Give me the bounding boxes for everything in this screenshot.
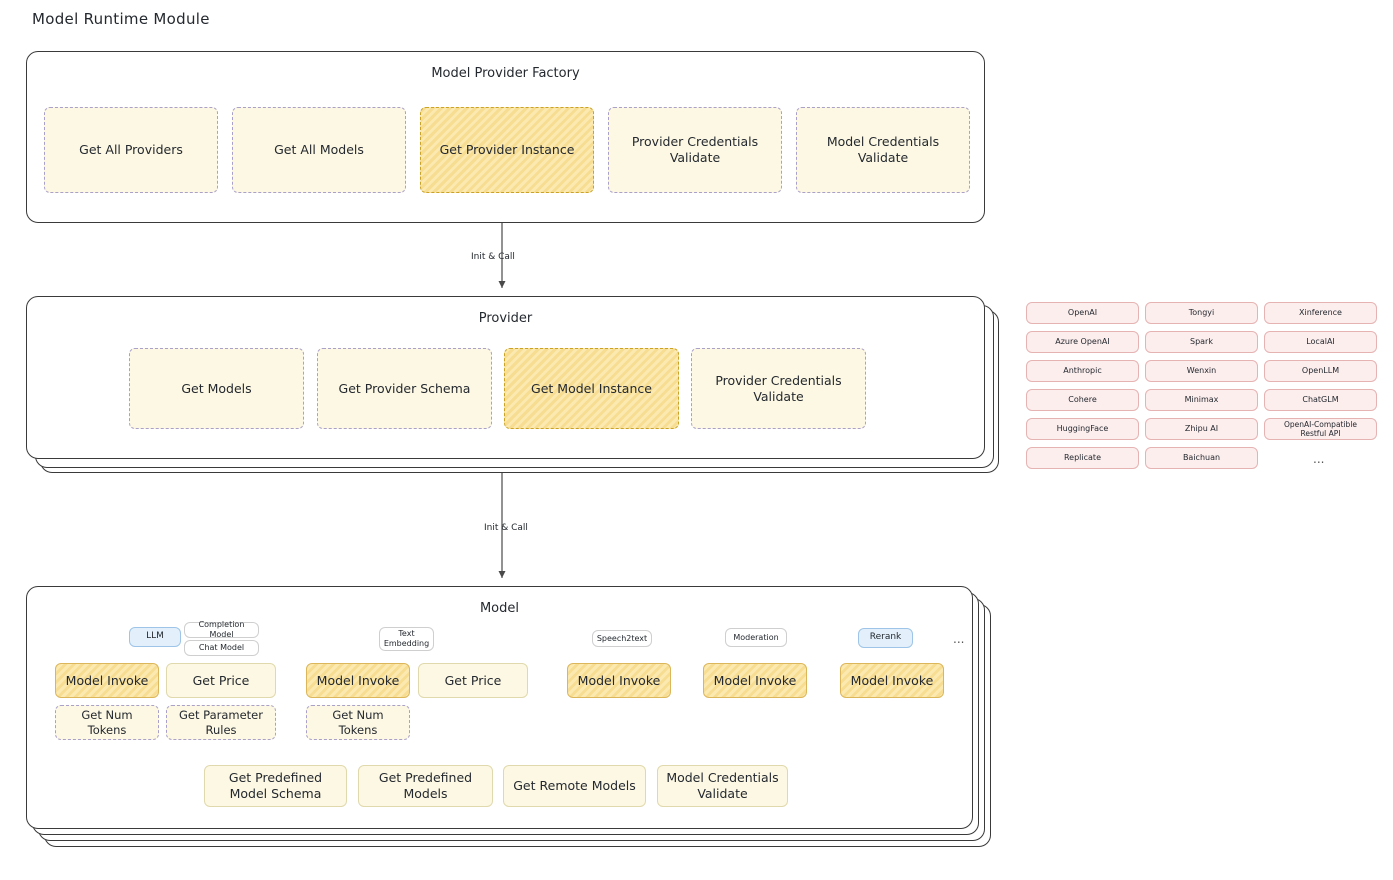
factory-node-provider-credentials-validate[interactable] <box>608 107 782 193</box>
chip-label: Speech2text <box>596 633 648 643</box>
model-type-llm[interactable] <box>129 627 181 647</box>
model-method-embedding-model-invoke[interactable] <box>306 663 410 698</box>
chip-label: Wenxin <box>1186 366 1217 375</box>
provider-node-provider-credentials-validate[interactable] <box>691 348 866 429</box>
node-label: Provider Credentials Validate <box>715 372 842 404</box>
model-method-moderation-model-invoke[interactable] <box>703 663 807 698</box>
model-shared-get-predefined-models[interactable] <box>358 765 493 807</box>
model-type-speech2text[interactable] <box>592 630 652 647</box>
provider-chip-minimax[interactable] <box>1145 389 1258 411</box>
node-label: Get Models <box>181 380 252 396</box>
node-label: Get Num Tokens <box>81 708 133 737</box>
page-title: Model Runtime Module <box>32 10 210 28</box>
model-type-completion-model[interactable] <box>184 622 259 638</box>
edge-label-1: Init & Call <box>471 252 515 262</box>
factory-node-model-credentials-validate[interactable] <box>796 107 970 193</box>
chip-label: Moderation <box>733 632 779 642</box>
provider-node-get-model-instance[interactable] <box>504 348 679 429</box>
provider-chip-huggingface[interactable] <box>1026 418 1139 440</box>
model-type-chat-model[interactable] <box>184 640 259 656</box>
provider-chip-azure-openai[interactable] <box>1026 331 1139 353</box>
provider-chip-openai-compatible[interactable] <box>1264 418 1377 440</box>
node-label: Model Invoke <box>850 672 934 688</box>
node-label: Get Provider Schema <box>338 380 471 396</box>
node-label: Get All Providers <box>79 142 183 158</box>
node-label: Get Remote Models <box>513 778 636 794</box>
chip-label: Baichuan <box>1182 453 1221 462</box>
model-types-more-ellipsis: ... <box>953 632 965 646</box>
edge-label-2: Init & Call <box>484 523 528 533</box>
node-label: Model Invoke <box>577 672 661 688</box>
node-label: Get Predefined Models <box>378 770 473 801</box>
model-method-llm-get-num-tokens[interactable] <box>55 705 159 740</box>
chip-label: Minimax <box>1184 395 1219 404</box>
provider-chip-cohere[interactable] <box>1026 389 1139 411</box>
chip-label: OpenLLM <box>1301 366 1340 375</box>
chip-label: LLM <box>146 631 164 642</box>
chip-label: ChatGLM <box>1302 395 1339 404</box>
node-label: Get Price <box>192 672 250 688</box>
provider-chip-anthropic[interactable] <box>1026 360 1139 382</box>
provider-chip-baichuan[interactable] <box>1145 447 1258 469</box>
factory-node-get-all-models[interactable] <box>232 107 406 193</box>
chip-label: Zhipu AI <box>1184 424 1219 433</box>
node-label: Get Model Instance <box>531 380 652 396</box>
provider-chip-wenxin[interactable] <box>1145 360 1258 382</box>
model-title: Model <box>479 601 520 616</box>
node-label: Provider Credentials Validate <box>631 134 759 165</box>
node-label: Model Invoke <box>65 672 149 688</box>
provider-chip-openai[interactable] <box>1026 302 1139 324</box>
model-method-speech2text-model-invoke[interactable] <box>567 663 671 698</box>
chip-label: Chat Model <box>198 643 245 652</box>
model-shared-get-remote-models[interactable] <box>503 765 646 807</box>
model-method-embedding-get-num-tokens[interactable] <box>306 705 410 740</box>
chip-label: Anthropic <box>1063 366 1102 375</box>
factory-node-get-provider-instance[interactable] <box>420 107 594 193</box>
provider-chip-replicate[interactable] <box>1026 447 1139 469</box>
chip-label: Text Embedding <box>383 629 430 648</box>
model-type-rerank[interactable] <box>858 628 913 648</box>
providers-more-ellipsis: ... <box>1313 452 1325 466</box>
node-label: Get Predefined Model Schema <box>228 770 323 801</box>
chip-label: HuggingFace <box>1056 424 1109 433</box>
provider-chip-openllm[interactable] <box>1264 360 1377 382</box>
node-label: Get Price <box>444 672 502 688</box>
model-method-rerank-model-invoke[interactable] <box>840 663 944 698</box>
model-method-embedding-get-price[interactable] <box>418 663 528 698</box>
provider-title: Provider <box>478 311 533 326</box>
provider-node-get-provider-schema[interactable] <box>317 348 492 429</box>
chip-label: Rerank <box>869 632 902 643</box>
node-label: Model Invoke <box>316 672 400 688</box>
model-shared-model-credentials-validate[interactable] <box>657 765 788 807</box>
chip-label: Tongyi <box>1188 308 1215 317</box>
node-label: Model Invoke <box>713 672 797 688</box>
provider-chip-zhipuai[interactable] <box>1145 418 1258 440</box>
chip-label: Cohere <box>1068 395 1097 404</box>
provider-node-get-models[interactable] <box>129 348 304 429</box>
model-method-llm-get-price[interactable] <box>166 663 276 698</box>
model-shared-get-predefined-model-schema[interactable] <box>204 765 347 807</box>
chip-label: Azure OpenAI <box>1055 337 1110 346</box>
chip-label: Spark <box>1190 337 1213 346</box>
chip-label: Completion Model <box>198 620 245 639</box>
provider-chip-localai[interactable] <box>1264 331 1377 353</box>
node-label: Get Provider Instance <box>439 142 575 158</box>
model-type-text-embedding[interactable] <box>379 627 434 651</box>
model-method-llm-model-invoke[interactable] <box>55 663 159 698</box>
model-method-llm-get-parameter-rules[interactable] <box>166 705 276 740</box>
model-provider-factory-title: Model Provider Factory <box>431 66 580 81</box>
chip-label: Xinference <box>1299 308 1342 317</box>
provider-chip-xinference[interactable] <box>1264 302 1377 324</box>
chip-label: OpenAI <box>1067 308 1098 317</box>
provider-chip-tongyi[interactable] <box>1145 302 1258 324</box>
node-label: Model Credentials Validate <box>666 770 779 801</box>
node-label: Get All Models <box>274 142 364 158</box>
chip-label: LocalAI <box>1306 337 1335 346</box>
node-label: Get Num Tokens <box>332 708 384 737</box>
node-label: Get Parameter Rules <box>179 708 263 737</box>
factory-node-get-all-providers[interactable] <box>44 107 218 193</box>
provider-chip-chatglm[interactable] <box>1264 389 1377 411</box>
chip-label: OpenAI-Compatible Restful API <box>1283 419 1358 438</box>
model-type-moderation[interactable] <box>725 628 787 647</box>
node-label: Model Credentials Validate <box>826 134 940 165</box>
chip-label: Replicate <box>1063 453 1101 462</box>
provider-chip-spark[interactable] <box>1145 331 1258 353</box>
